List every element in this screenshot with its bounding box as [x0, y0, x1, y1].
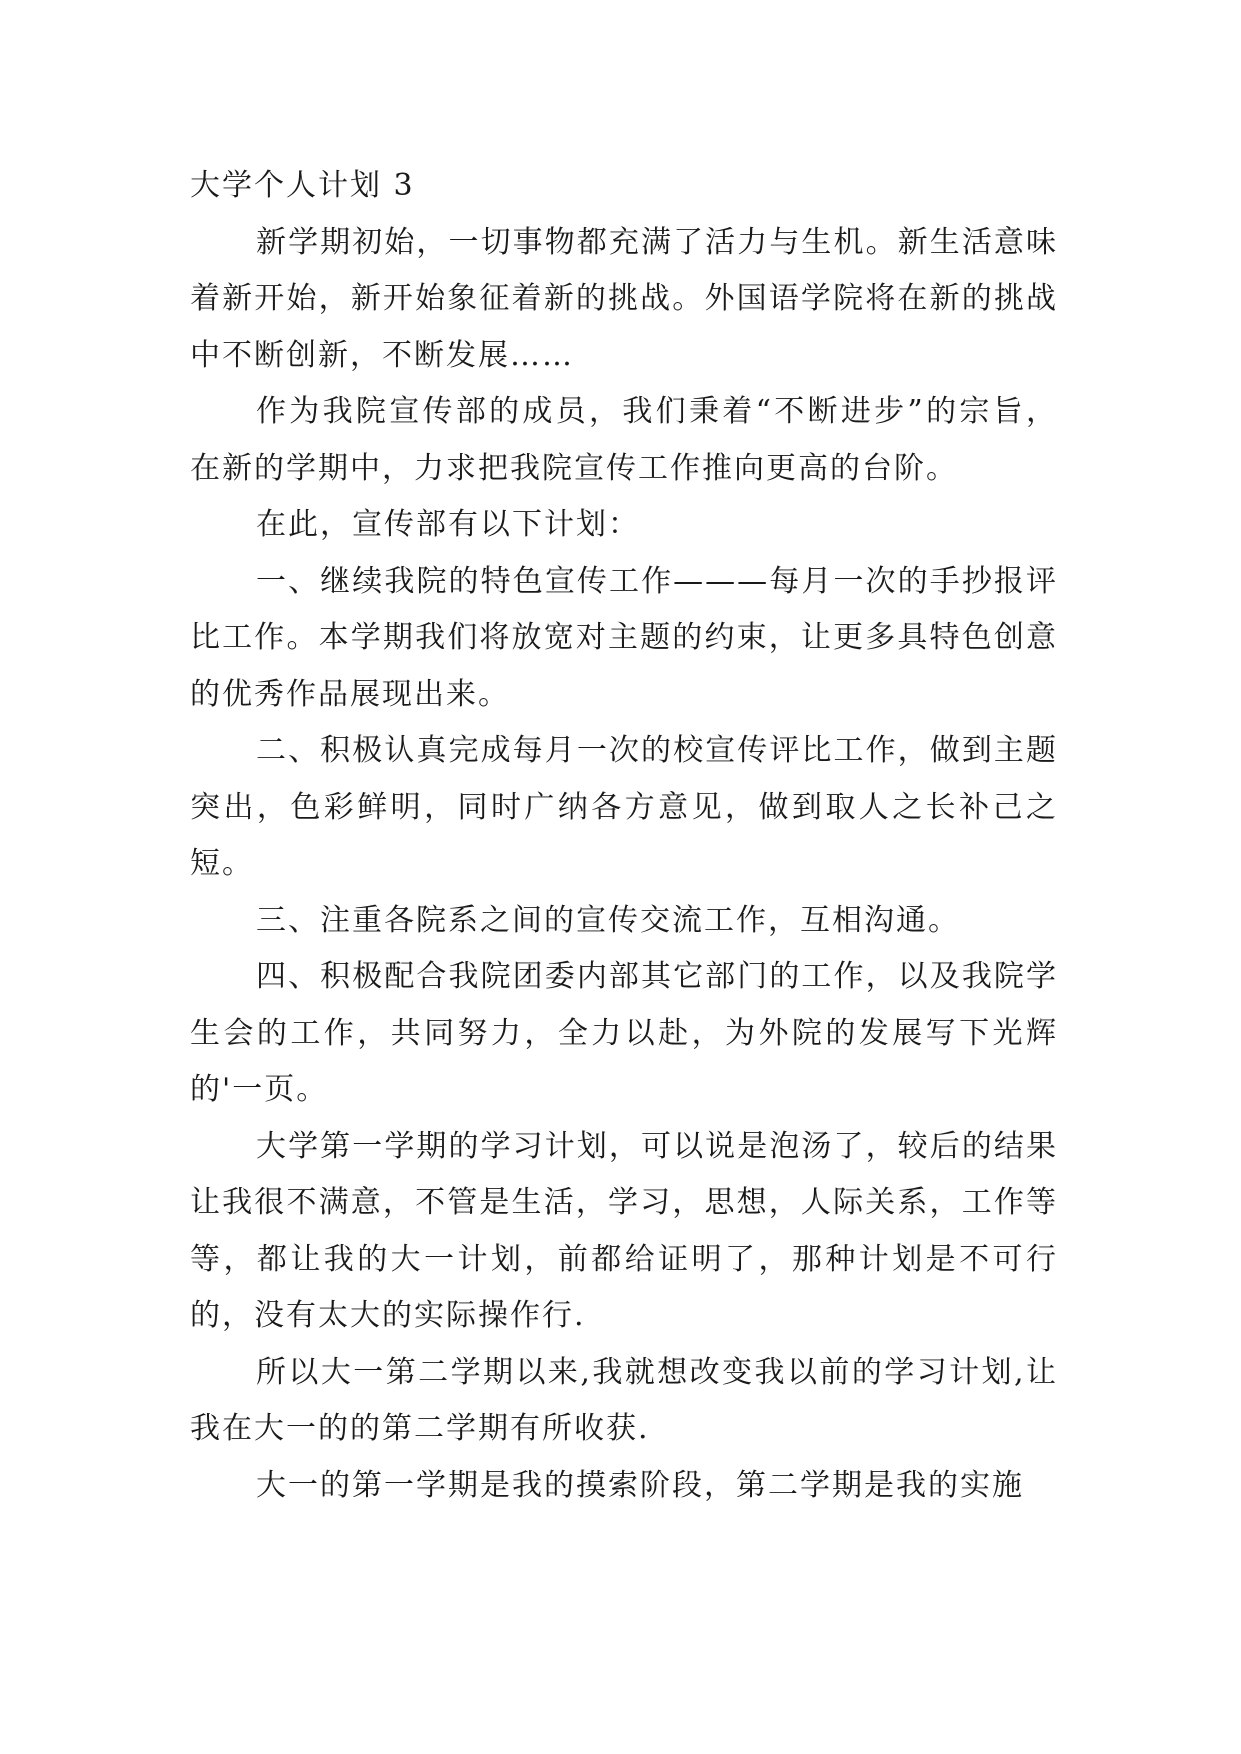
- paragraph-5: 二、积极认真完成每月一次的校宣传评比工作，做到主题突出，色彩鲜明，同时广纳各方意见，做到取人之长补己之短。: [190, 733, 1058, 881]
- document-body: [190, 158, 1058, 1514]
- paragraph-1: 新学期初始，一切事物都充满了活力与生机。新生活意味着新开始，新开始象征着新的挑战。外国语学院将在新的挑战中不断创新，不断发展……: [190, 224, 1058, 373]
- paragraph-10: 大一的第一学期是我的摸索阶段，第二学期是我的实施: [256, 1467, 1024, 1503]
- paragraph-3: 在此，宣传部有以下计划：: [256, 507, 640, 542]
- paragraph-6: 三、注重各院系之间的宣传交流工作，互相沟通。: [256, 902, 960, 938]
- paragraph-4: 一、继续我院的特色宣传工作———每月一次的手抄报评比工作。本学期我们将放宽对主题的约束，让更多具特色创意的优秀作品展现出来。: [190, 563, 1058, 712]
- paragraph-9: 所以大一第二学期以来,我就想改变我以前的学习计划,让我在大一的的第二学期有所收获.: [190, 1354, 1058, 1446]
- document-title: 大学个人计划 3: [190, 168, 415, 203]
- paragraph-8: 大学第一学期的学习计划，可以说是泡汤了，较后的结果让我很不满意，不管是生活，学习，思想，人际关系，工作等等，都让我的大一计划，前都给证明了，那种计划是不可行的，没有太大的实际操作行.: [190, 1128, 1058, 1333]
- paragraph-7: 四、积极配合我院团委内部其它部门的工作，以及我院学生会的工作，共同努力，全力以赴，为外院的发展写下光辉的'一页。: [190, 959, 1058, 1107]
- paragraph-2: 作为我院宣传部的成员，我们秉着“不断进步”的宗旨，在新的学期中，力求把我院宣传工作推向更高的台阶。: [190, 394, 1058, 486]
